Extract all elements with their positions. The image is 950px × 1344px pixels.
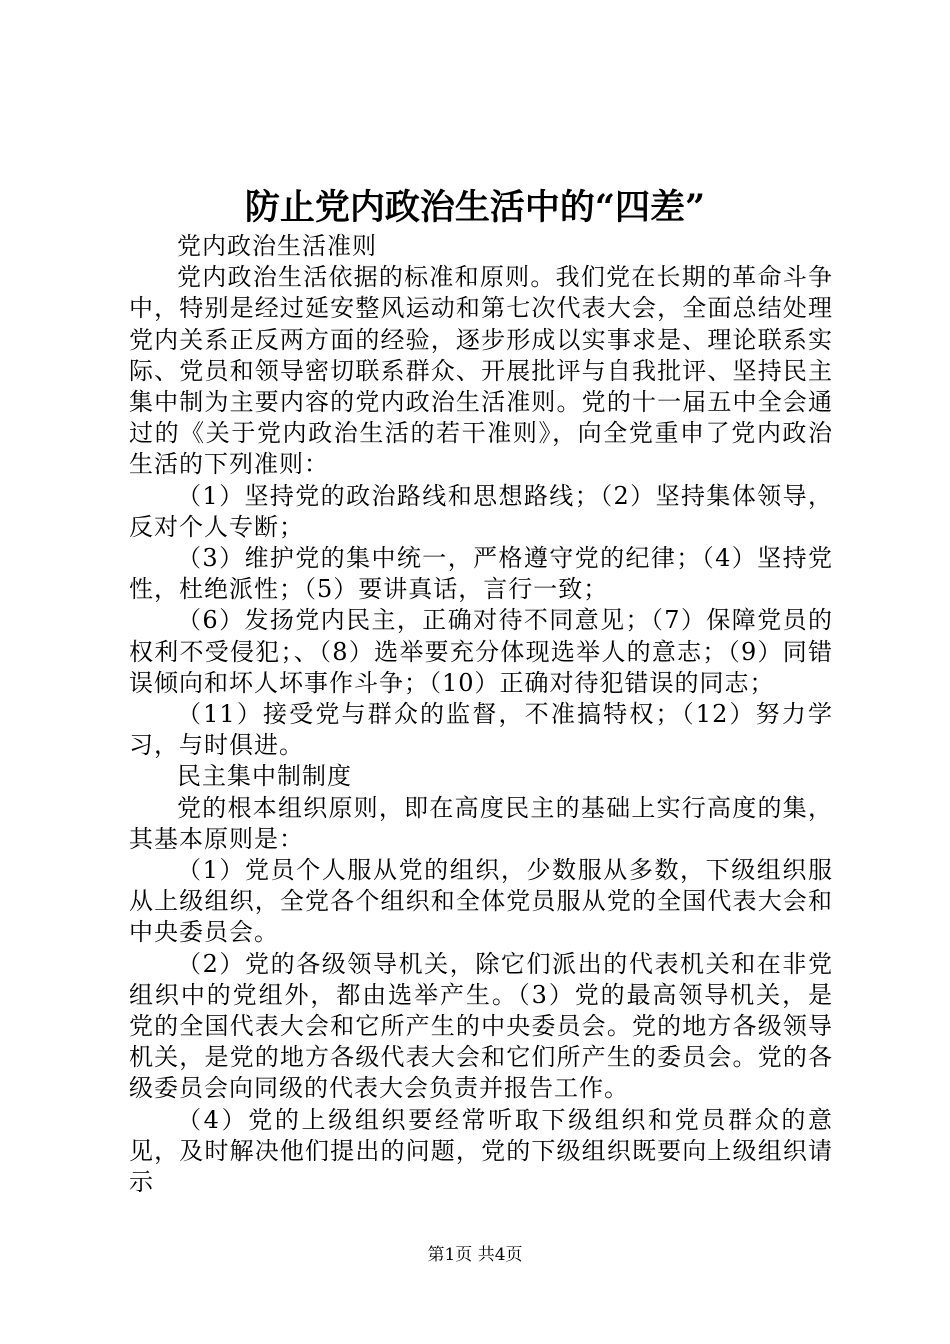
list-paragraph: （11）接受党与群众的监督，不准搞特权；（12）努力学习，与时俱进。	[129, 700, 833, 760]
section-heading: 民主集中制制度	[177, 762, 352, 791]
list-paragraph: （2）党的各级领导机关，除它们派出的代表机关和在非党组织中的党组外，都由选举产生。（3）党的最高领导机关，是党的全国代表大会和它所产生的中央委员会。党的地方各级领导机关，是党的地方各级代表大会和它们所产生的委员会。党的各级委员会向同级的代表大会负责并报告工作。	[129, 949, 833, 1103]
paragraph: 党内政治生活依据的标准和原则。我们党在长期的革命斗争中，特别是经过延安整风运动和第七次代表大会，全面总结处理党内关系正反两方面的经验，逐步形成以实事求是、理论联系实际、党员和领导密切联系群众、开展批评与自我批评、坚持民主集中制为主要内容的党内政治生活准则。党的十一届五中全会通过的《关于党内政治生活的若干准则》，向全党重申了党内政治生活的下列准则：	[129, 263, 833, 479]
list-paragraph: （1）坚持党的政治路线和思想路线；（2）坚持集体领导，反对个人专断；	[129, 481, 833, 541]
list-paragraph: （3）维护党的集中统一，严格遵守党的纪律；（4）坚持党性，杜绝派性；（5）要讲真话，言行一致；	[129, 544, 833, 604]
list-paragraph: （6）发扬党内民主，正确对待不同意见；（7）保障党员的权利不受侵犯；、（8）选举要充分体现选举人的意志；（9）同错误倾向和坏人坏事作斗争；（10）正确对待犯错误的同志；	[129, 606, 833, 697]
section-heading: 党内政治生活准则	[177, 232, 377, 260]
document-body	[129, 231, 833, 1198]
list-paragraph: （4）党的上级组织要经常听取下级组织和党员群众的意见，及时解决他们提出的问题，党的下级组织既要向上级组织请示	[129, 1105, 833, 1197]
document-title: 防止党内政治生活中的“四差”	[244, 187, 706, 228]
page-footer: 第1页 共4页	[427, 1245, 523, 1265]
paragraph: 党的根本组织原则，即在高度民主的基础上实行高度的集，其基本原则是：	[129, 793, 833, 853]
list-paragraph: （1）党员个人服从党的组织，少数服从多数，下级组织服从上级组织，全党各个组织和全体党员服从党的全国代表大会和中央委员会。	[129, 856, 833, 947]
